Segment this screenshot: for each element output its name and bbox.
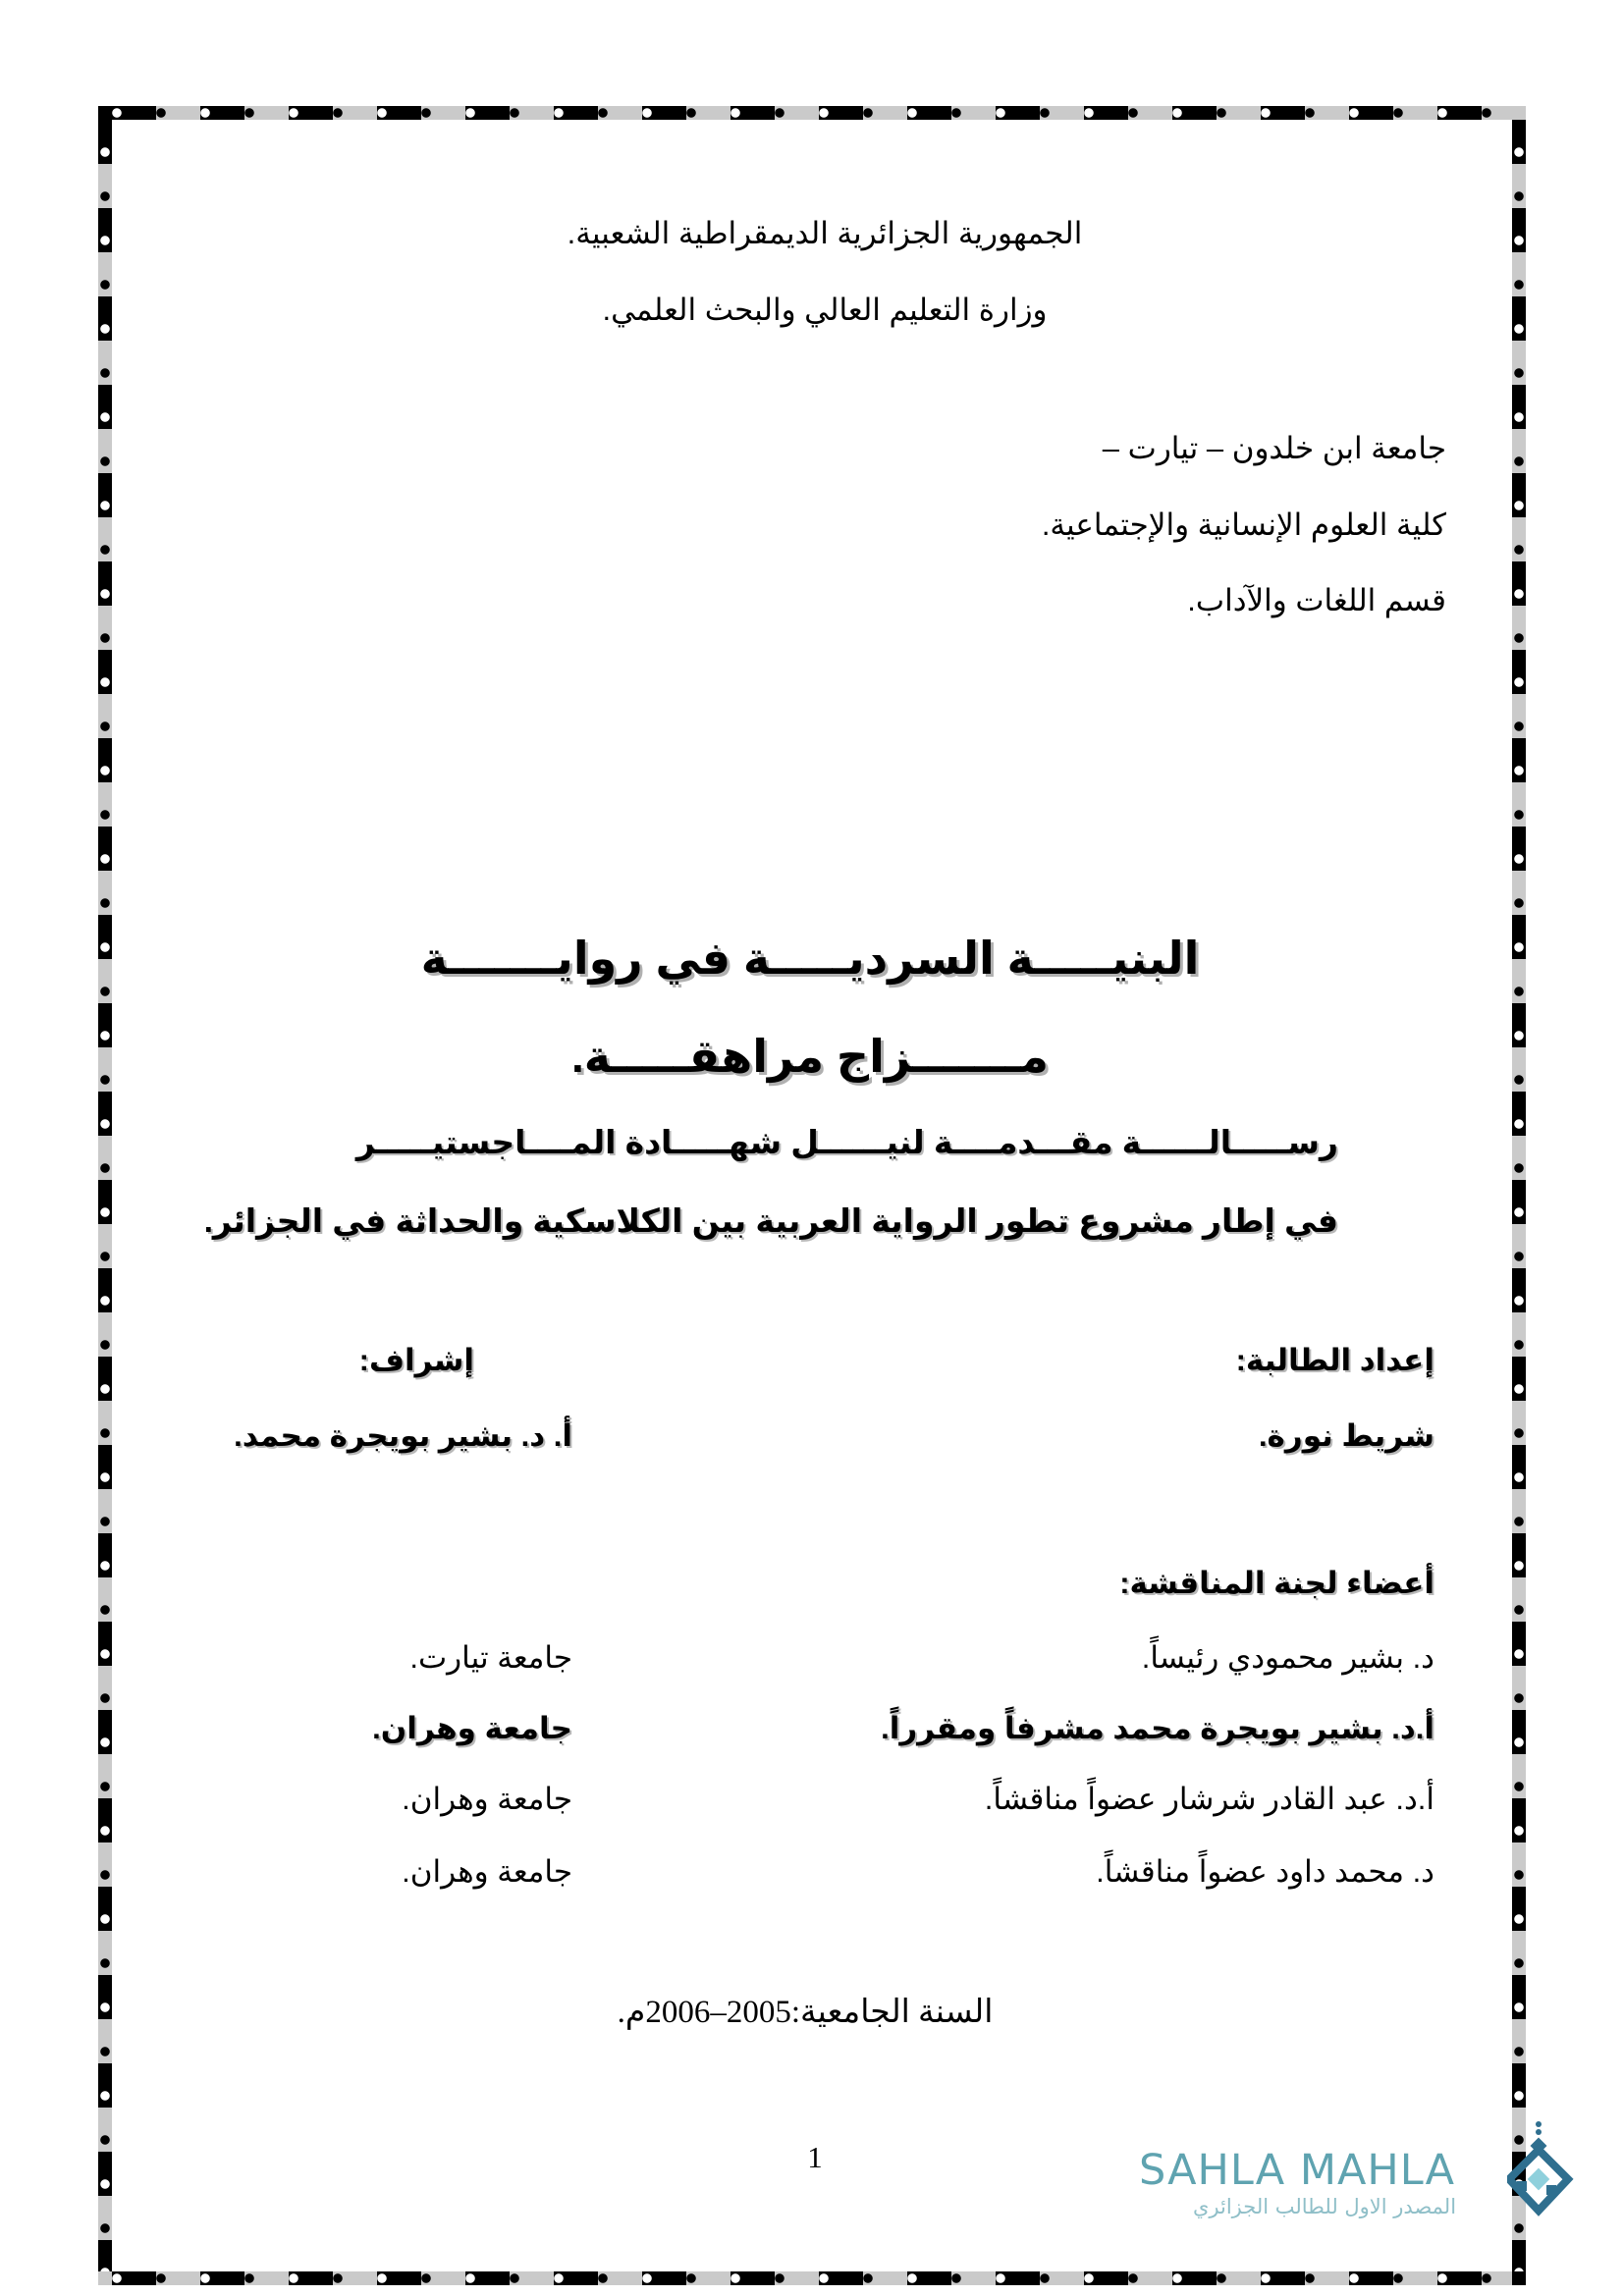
- committee-member-name: أ.د. بشير بويجرة محمد مشرفاً ومقرراً.: [881, 1711, 1434, 1745]
- watermark-tagline: المصدر الاول للطالب الجزائري: [1192, 2195, 1457, 2218]
- sahla-mahla-watermark: [1139, 2146, 1542, 2244]
- academic-year: السنة الجامعية:2005–2006م.: [617, 1995, 994, 2030]
- border-corner-bottom-right: [1512, 2271, 1526, 2285]
- committee-member-university: جامعة وهران.: [372, 1711, 572, 1745]
- committee-member-name: د. بشير محمودي رئيساً.: [1141, 1640, 1434, 1675]
- republic-heading: الجمهورية الجزائرية الديمقراطية الشعبية.: [567, 216, 1083, 250]
- degree-statement: رســـــالــــــة مقـــدمــــة لنيــــــل شهـــــادة المــــاجستيـــــر: [355, 1124, 1338, 1160]
- page-number: 1: [807, 2140, 823, 2174]
- committee-label: أعضاء لجنة المناقشة:: [1119, 1566, 1434, 1600]
- watermark-brand: SAHLA MAHLA: [1139, 2146, 1456, 2195]
- university-name: جامعة ابن خلدون – تيارت –: [1102, 431, 1446, 465]
- student-name: شريط نورة.: [1258, 1418, 1434, 1453]
- committee-member-name: د. محمد داود عضواً مناقشاً.: [1096, 1854, 1434, 1889]
- supervisor-name: أ. د. بشير بويجرة محمد.: [234, 1418, 572, 1453]
- committee-member-university: جامعة وهران.: [402, 1782, 572, 1816]
- supervisor-label: إشراف:: [358, 1343, 474, 1377]
- calligraphy-logo-icon: [1507, 2120, 1576, 2218]
- thesis-title-line-1: البنيـــــة السرديـــــة في روايـــــــة: [420, 933, 1200, 984]
- page-border-top: [98, 106, 1526, 120]
- border-corner-top-left: [98, 106, 112, 120]
- committee-member-university: جامعة تيارت.: [409, 1640, 572, 1675]
- department-name: قسم اللغات والآداب.: [1187, 583, 1446, 617]
- ministry-heading: وزارة التعليم العالي والبحث العلمي.: [602, 293, 1048, 327]
- thesis-title-line-2: مـــــــزاج مراهقـــــة.: [570, 1031, 1049, 1082]
- border-corner-bottom-left: [98, 2271, 112, 2285]
- page-border-bottom: [98, 2271, 1526, 2285]
- committee-member-university: جامعة وهران.: [402, 1854, 572, 1889]
- border-corner-top-right: [1512, 106, 1526, 120]
- project-statement: في إطار مشروع تطور الرواية العربية بين الكلاسكية والحداثة في الجزائر.: [203, 1202, 1338, 1239]
- page-border-right: [1512, 106, 1526, 2285]
- page-border-left: [98, 106, 112, 2285]
- committee-member-name: أ.د. عبد القادر شرشار عضواً مناقشاً.: [984, 1782, 1434, 1816]
- faculty-name: كلية العلوم الإنسانية والإجتماعية.: [1041, 507, 1446, 542]
- student-label: إعداد الطالبة:: [1235, 1343, 1434, 1377]
